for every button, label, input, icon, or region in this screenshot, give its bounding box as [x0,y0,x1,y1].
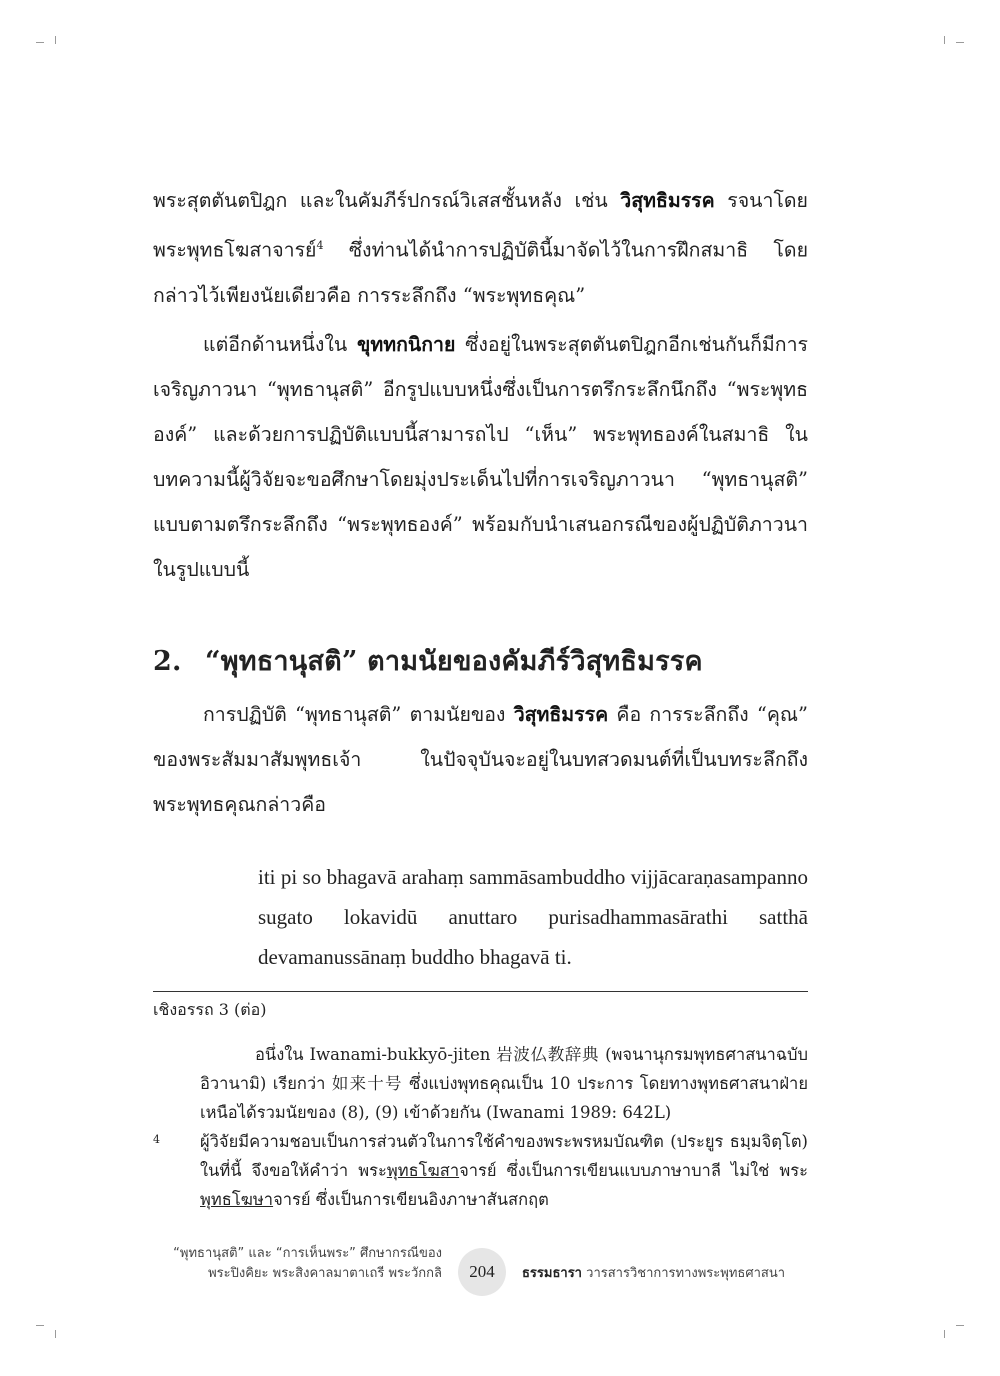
third-bold-term: วิสุทธิมรรค [513,702,609,726]
crop-mark [55,1330,56,1338]
footer-article-line-1: “พุทธานุสติ” และ “การเห็นพระ” ศึกษากรณีของ [173,1246,442,1261]
second-text-1: แต่อีกด้านหนึ่งใน [203,332,358,356]
footnote-continuation-label: เชิงอรรถ 3 (ต่อ) [153,1000,267,1019]
section-title: “พุทธานุสติ” ตามนัยของคัมภีร์วิสุทธิมรรค [205,645,703,677]
footnote-4-number: 4 [153,1133,160,1146]
fn4-part-b: จารย์ ซึ่งเป็นการเขียนแบบภาษาบาลี ไม่ใช่ พระ [459,1161,808,1180]
fn4-underlined-2: พุทธโฆษา [200,1190,274,1209]
crop-mark [36,1325,44,1326]
crop-mark [55,36,56,44]
fn4-part-a: ผู้วิจัยมีความชอบเป็นการส่วนตัวในการใช้คำของพระพรหมบัณฑิต (ประยูร ธมฺมจิตฺโต) ในที่นี้ จึงขอให้คำว่า พระ [200,1132,808,1180]
footnote-3-text: อนึ่งใน Iwanami-bukkyō-jiten 岩波仏教辞典 (พจนานุกรมพุทธศาสนาฉบับอิวานามิ) เรียกว่า 如来十号 ซึ่งแบ่งพุทธคุณเป็น 10 ประการ โดยทางพุทธศาสนาฝ่ายเหนือได้รวมนัยของ (8), (9) เข้าด้วยกัน (Iwanami 1989: 642L) [200,1045,808,1122]
second-text-2: ซึ่งอยู่ในพระสุตตันตปิฎกอีกเช่นกันก็มีการเจริญภาวนา “พุทธานุสติ” อีกรูปแบบหนึ่งซึ่งเป็นการตรึกระลึกนึกถึง “พระพุทธองค์” และด้วยการปฏิบัติแบบนี้สามารถไป “เห็น” พระพุทธองค์ในสมาธิ ในบทความนี้ผู้วิจัยจะขอศึกษาโดยมุ่งประเด็นไปที่การเจริญภาวนา “พุทธานุสติ” แบบตามตรึกระลึกถึง “พระพุทธองค์” พร้อมกับนำเสนอกรณีของผู้ปฏิบัติภาวนาในรูปแบบนี้ [153,332,808,581]
paragraph-third [153,692,808,827]
intro-text-3: ซึ่งท่านได้นำการปฏิบัตินี้มาจัดไว้ในการฝึกสมาธิ โดยกล่าวไว้เพียงนัยเดียวคือ การระลึกถึง “พระพุทธคุณ” [153,238,808,307]
paragraph-intro [153,178,808,318]
intro-bold-term: วิสุทธิมรรค [620,189,715,212]
third-text-1: การปฏิบัติ “พุทธานุสติ” ตามนัยของ [203,702,514,726]
footer-article-line-2: พระปิงคิยะ พระสิงคาลมาตาเถรี พระวักกลิ [208,1266,442,1281]
second-bold-term: ขุททกนิกาย [357,332,456,356]
fn4-part-c: จารย์ ซึ่งเป็นการเขียนอิงภาษาสันสกฤต [273,1190,549,1209]
crop-mark [956,42,964,43]
crop-mark [944,1330,945,1338]
journal-subtitle: วารสารวิชาการทางพระพุทธศาสนา [586,1266,786,1281]
section-number: 2. [153,645,182,677]
footnote-divider [153,991,808,992]
main-text [153,178,808,977]
footer-article-title [150,1244,442,1284]
footnotes [200,1040,808,1214]
page-footer [0,1244,1000,1304]
footnote-4-text [200,1127,808,1214]
footer-journal [522,1262,785,1283]
crop-mark [956,1325,964,1326]
footnote-ref-4[interactable]: 4 [316,239,324,252]
intro-text-1: พระสุตตันตปิฎก และในคัมภีร์ปกรณ์วิเสสชั้นหลัง เช่น [153,189,621,212]
section-heading [153,632,808,692]
pali-quote: iti pi so bhagavā arahaṃ sammāsambuddho vijjācaraṇasampanno sugato lokavidū anuttaro purisadhammasārathi satthā devamanussānaṃ buddho bhagavā ti. [258,864,808,969]
paragraph-second [153,322,808,592]
crop-mark [944,36,945,44]
crop-mark [36,42,44,43]
journal-name: ธรรมธารา [522,1266,582,1281]
page-number: 204 [458,1248,506,1296]
fn4-underlined-1: พุทธโฆสา [386,1161,460,1180]
third-text-2: คือ การระลึกถึง “คุณ” ของพระสัมมาสัมพุทธเจ้า ในปัจจุบันจะอยู่ในบทสวดมนต์ที่เป็นบทระลึกถึงพระพุทธคุณกล่าวคือ [153,702,808,816]
intro-text-2: รจนาโดยพระพุทธโฆสาจารย์ [153,189,808,262]
